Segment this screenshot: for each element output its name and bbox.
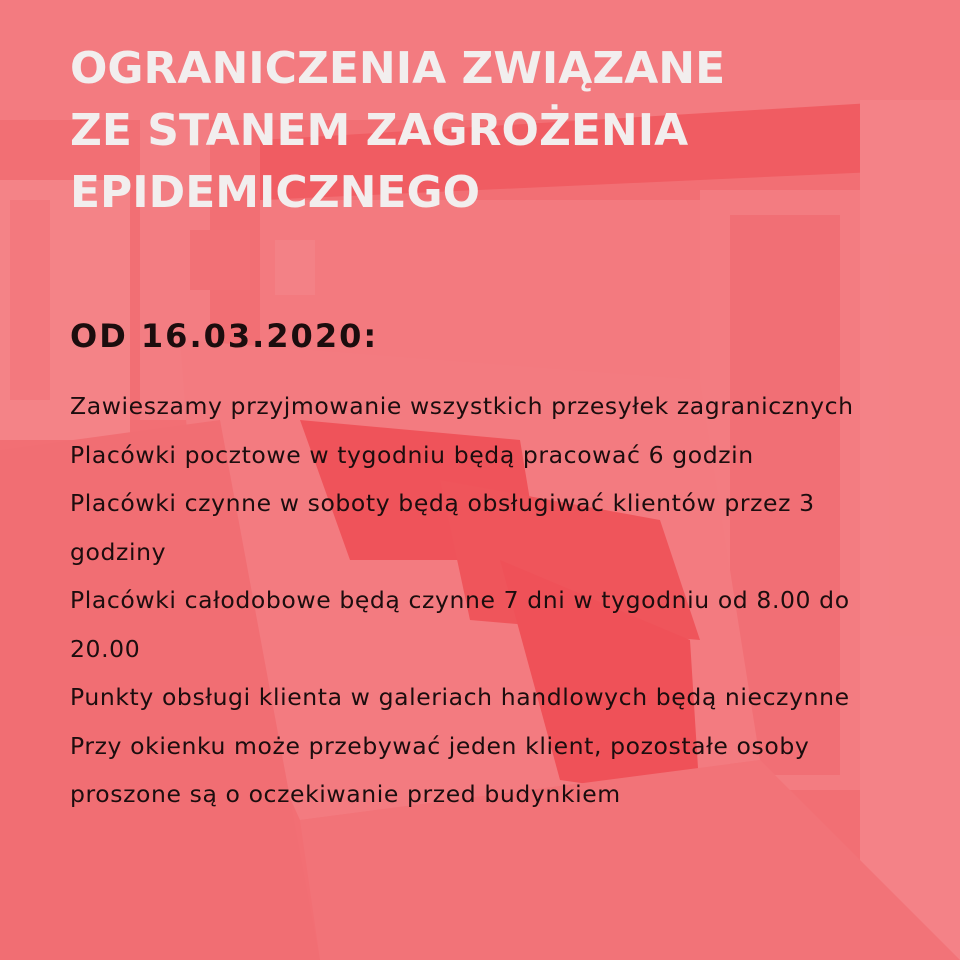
date-heading: OD 16.03.2020: bbox=[70, 317, 379, 355]
restrictions-list bbox=[70, 382, 930, 819]
list-item: Placówki czynne w soboty będą obsługiwać klientów przez 3 godziny bbox=[70, 489, 815, 566]
list-item: Przy okienku może przebywać jeden klient, pozostałe osoby proszone są o oczekiwanie przed budynkiem bbox=[70, 731, 810, 808]
list-item: Zawieszamy przyjmowanie wszystkich przesyłek zagranicznych bbox=[70, 392, 854, 420]
headline-line: EPIDEMICZNEGO bbox=[70, 167, 481, 218]
list-item: Punkty obsługi klienta w galeriach handlowych będą nieczynne bbox=[70, 683, 850, 711]
headline bbox=[70, 38, 930, 224]
headline-line: ZE STANEM ZAGROŻENIA bbox=[70, 105, 689, 156]
list-item: Placówki pocztowe w tygodniu będą pracować 6 godzin bbox=[70, 440, 754, 469]
announcement bbox=[70, 38, 930, 819]
headline-line: OGRANICZENIA ZWIĄZANE bbox=[70, 43, 726, 94]
list-item: Placówki całodobowe będą czynne 7 dni w tygodniu od 8.00 do 20.00 bbox=[70, 586, 850, 663]
